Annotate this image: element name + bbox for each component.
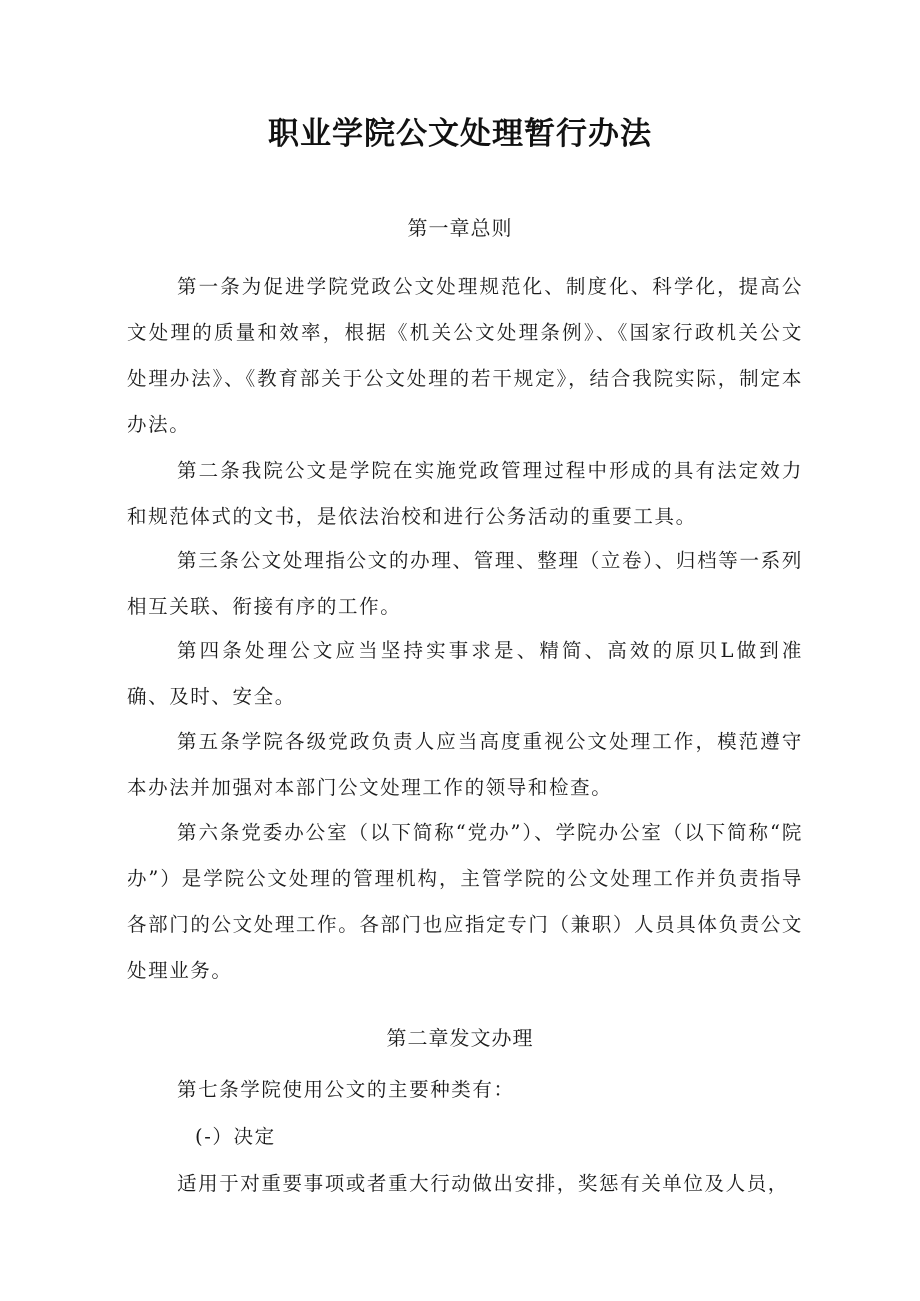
chapter-heading-2: 第二章发文办理: [386, 1026, 534, 1050]
article-1: 第一条为促进学院党政公文处理规范化、制度化、科学化，提高公文处理的质量和效率，根据《机关公文处理条例》、《国家行政机关公文处理办法》、《教育部关于公文处理的若干规定》，结合我院实际，制定本办法。: [127, 275, 803, 436]
list-item-description: 适用于对重要事项或者重大行动做出安排，奖惩有关单位及人员，: [177, 1172, 789, 1195]
article-3: 第三条公文处理指公文的办理、管理、整理（立卷）、归档等一系列相互关联、衔接有序的工作。: [127, 549, 803, 618]
chapter-heading-1: 第一章总则: [407, 216, 513, 240]
article-4: 第四条处理公文应当坚持实事求是、精简、高效的原贝L做到准确、及时、安全。: [127, 639, 803, 708]
article-7: 第七条学院使用公文的主要种类有：: [177, 1078, 515, 1101]
document-title: 职业学院公文处理暂行办法: [268, 116, 652, 152]
list-item-label: (-）决定: [195, 1125, 276, 1148]
article-2: 第二条我院公文是学院在实施党政管理过程中形成的具有法定效力和规范体式的文书，是依法治校和进行公务活动的重要工具。: [127, 459, 803, 528]
article-5: 第五条学院各级党政负责人应当高度重视公文处理工作，模范遵守本办法并加强对本部门公文处理工作的领导和检查。: [127, 730, 803, 799]
article-6: 第六条党委办公室（以下简称“党办”）、学院办公室（以下简称“院办”）是学院公文处理的管理机构，主管学院的公文处理工作并负责指导各部门的公文处理工作。各部门也应指定专门（兼职）人员具体负责公文处理业务。: [127, 821, 803, 982]
